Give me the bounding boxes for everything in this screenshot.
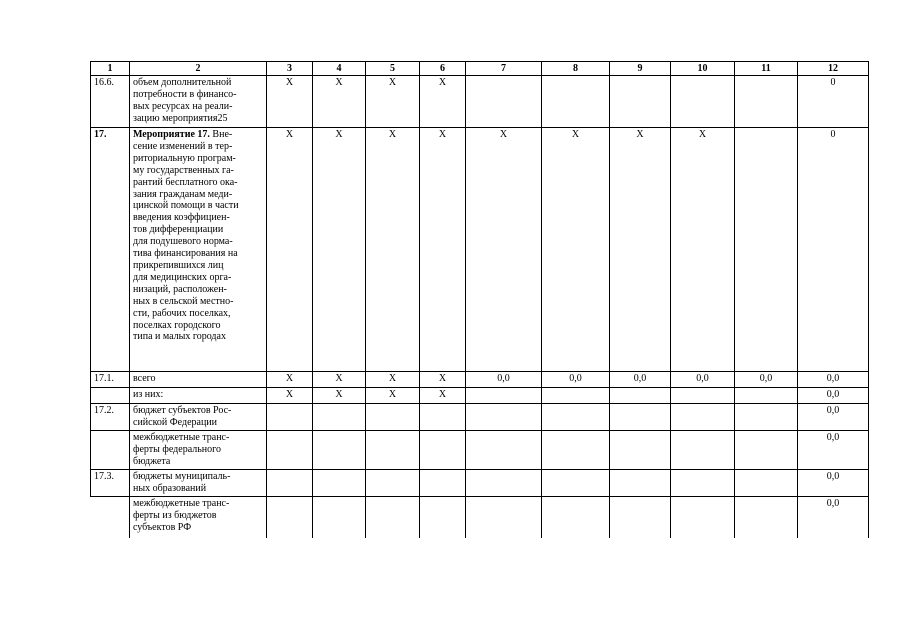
table-cell: X [267,76,313,128]
table-cell: 0 [798,128,869,372]
table-cell: 0,0 [610,372,671,388]
row-number [91,497,130,538]
table-cell [671,76,735,128]
table-row [91,76,869,128]
table-cell [542,431,610,470]
row-description: межбюджетные транс- ферты федерального бюджета [130,431,267,470]
table-cell [466,388,542,404]
table-cell: 0,0 [798,372,869,388]
table-cell [735,128,798,372]
row-description: бюджеты муниципаль- ных образований [130,470,267,497]
table-cell [671,431,735,470]
table-cell: X [610,128,671,372]
table-cell [735,76,798,128]
column-header: 12 [798,62,869,76]
table-row [91,497,869,538]
row-description: из них: [130,388,267,404]
table-row [91,128,869,372]
table-cell [610,388,671,404]
column-header: 11 [735,62,798,76]
table-cell [610,431,671,470]
table-cell [610,470,671,497]
row-description [130,128,267,372]
column-header: 1 [91,62,130,76]
table-cell [313,404,366,431]
row-description: всего [130,372,267,388]
table-cell: X [267,128,313,372]
table-cell [366,431,420,470]
table-cell [420,431,466,470]
table-cell [466,76,542,128]
table-cell [466,497,542,538]
table-cell [313,470,366,497]
table-cell [420,497,466,538]
table-cell [267,497,313,538]
column-header: 9 [610,62,671,76]
column-header: 2 [130,62,267,76]
table-cell: X [313,372,366,388]
table-cell [671,470,735,497]
table-cell [671,404,735,431]
table-cell [542,76,610,128]
table-cell: X [267,388,313,404]
table-cell [610,497,671,538]
column-header: 10 [671,62,735,76]
table-cell: X [420,372,466,388]
row-number: 17.3. [91,470,130,497]
table-cell [420,404,466,431]
table-cell [267,404,313,431]
table-cell [366,404,420,431]
row-description: объем дополнительной потребности в финансо- вых ресурсах на реали- зацию мероприятия25 [130,76,267,128]
table-cell: X [420,128,466,372]
header-row [91,62,869,76]
table-cell [267,470,313,497]
table-cell: X [313,76,366,128]
column-header: 4 [313,62,366,76]
column-header: 6 [420,62,466,76]
column-header: 3 [267,62,313,76]
table-cell: X [313,128,366,372]
table-cell [671,388,735,404]
table-cell: X [366,372,420,388]
table-cell [735,470,798,497]
measure-text: Вне- сение изменений в тер- риториальную програм- му государственных га- рантий бесплатного ока- зания гражданам меди- цинской помощи в части введения коэффициен- тов дифференциации для подушевого норма- тива финансирования на прикрепившихся лиц для медицинских орга- низаций, расположен- ных в сельской местно- сти, рабочих поселках, поселках городского типа и малых городах [133,129,239,343]
table-cell [366,497,420,538]
table-cell: 0,0 [542,372,610,388]
table-cell: 0 [798,76,869,128]
table-row [91,470,869,497]
table-row [91,431,869,470]
table-cell: 0,0 [798,431,869,470]
table-cell [542,470,610,497]
table-cell: 0,0 [798,497,869,538]
table-cell [542,404,610,431]
table-row [91,372,869,388]
table-cell [735,431,798,470]
table-cell [313,497,366,538]
table-cell: 0,0 [466,372,542,388]
row-number: 17.2. [91,404,130,431]
table-cell [735,388,798,404]
table-cell [466,431,542,470]
table-cell: 0,0 [798,404,869,431]
column-header: 8 [542,62,610,76]
table-cell: 0,0 [671,372,735,388]
table-cell: X [313,388,366,404]
row-description: бюджет субъектов Рос- сийской Федерации [130,404,267,431]
table-cell: X [366,128,420,372]
table-cell: X [671,128,735,372]
table-cell [366,470,420,497]
table-row [91,388,869,404]
table-cell: X [420,388,466,404]
table-cell [267,431,313,470]
table-cell [671,497,735,538]
table-cell [466,404,542,431]
measure-title: Мероприятие 17. [133,129,210,140]
table-cell: X [420,76,466,128]
table-cell [542,388,610,404]
row-number [91,388,130,404]
row-number [91,431,130,470]
table-cell: X [466,128,542,372]
table-row [91,404,869,431]
table-cell: X [366,76,420,128]
table-cell: 0,0 [798,470,869,497]
table-cell [542,497,610,538]
table-cell: X [542,128,610,372]
table-cell [420,470,466,497]
table-cell: X [267,372,313,388]
row-number: 16.6. [91,76,130,128]
table-cell: 0,0 [798,388,869,404]
table-cell [610,76,671,128]
budget-table [90,61,869,538]
table-cell [735,497,798,538]
column-header: 5 [366,62,420,76]
table-cell [735,404,798,431]
row-number: 17.1. [91,372,130,388]
table-cell [610,404,671,431]
column-header: 7 [466,62,542,76]
table-cell: 0,0 [735,372,798,388]
row-number: 17. [91,128,130,372]
table-cell: X [366,388,420,404]
table-cell [466,470,542,497]
row-description: межбюджетные транс- ферты из бюджетов субъектов РФ [130,497,267,538]
table-cell [313,431,366,470]
